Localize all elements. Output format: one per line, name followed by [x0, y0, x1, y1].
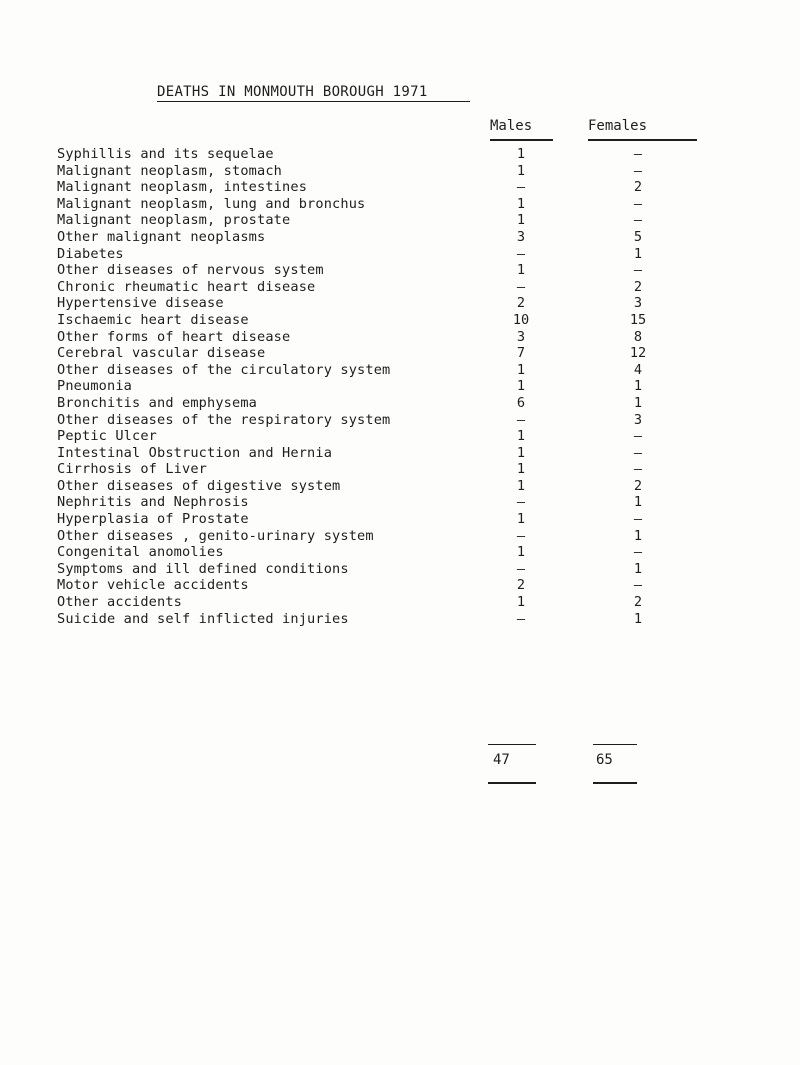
cause-label: Other accidents — [57, 594, 183, 611]
females-total-rule — [593, 744, 637, 745]
males-count: 1 — [516, 511, 526, 528]
cause-label: Hyperplasia of Prostate — [57, 511, 249, 528]
females-count: 2 — [633, 179, 643, 196]
cause-label: Cirrhosis of Liver — [57, 461, 208, 478]
females-count: 5 — [633, 228, 643, 245]
males-count: 10 — [512, 311, 530, 328]
males-count: 1 — [516, 262, 526, 279]
females-count: 2 — [633, 477, 643, 494]
cause-label: Congenital anomolies — [57, 544, 224, 561]
females-count: – — [633, 162, 643, 179]
males-count: – — [516, 245, 526, 262]
males-count: 1 — [516, 378, 526, 395]
males-count: 7 — [516, 345, 526, 362]
males-count: 1 — [516, 444, 526, 461]
cause-label: Other diseases of digestive system — [57, 477, 341, 494]
males-count: 1 — [516, 461, 526, 478]
females-count: – — [633, 212, 643, 229]
females-count: 1 — [633, 527, 643, 544]
females-count: – — [633, 262, 643, 279]
males-count: 3 — [516, 228, 526, 245]
females-count: 1 — [633, 494, 643, 511]
cause-label: Bronchitis and emphysema — [57, 394, 258, 411]
cause-label: Ischaemic heart disease — [57, 311, 249, 328]
males-count: 1 — [516, 195, 526, 212]
females-count: – — [633, 544, 643, 561]
males-total: 47 — [493, 752, 510, 768]
males-count: 1 — [516, 428, 526, 445]
females-count: 2 — [633, 278, 643, 295]
column-header-males: Males — [490, 118, 533, 134]
males-total-rule — [488, 744, 536, 745]
females-total: 65 — [596, 752, 613, 768]
males-count: – — [516, 610, 526, 627]
cause-label: Peptic Ulcer — [57, 428, 158, 445]
males-count: 1 — [516, 594, 526, 611]
cause-label: Other diseases , genito-urinary system — [57, 527, 374, 544]
cause-label: Suicide and self inflicted injuries — [57, 610, 349, 627]
cause-label: Other forms of heart disease — [57, 328, 291, 345]
females-count: 1 — [633, 378, 643, 395]
males-count: 1 — [516, 162, 526, 179]
males-count: – — [516, 278, 526, 295]
cause-label: Malignant neoplasm, stomach — [57, 162, 283, 179]
cause-label: Chronic rheumatic heart disease — [57, 278, 316, 295]
females-count: 2 — [633, 594, 643, 611]
cause-label: Motor vehicle accidents — [57, 577, 249, 594]
males-count: 1 — [516, 146, 526, 162]
females-count: 1 — [633, 394, 643, 411]
females-count: 3 — [633, 295, 643, 312]
females-count: 1 — [633, 560, 643, 577]
cause-label: Other diseases of nervous system — [57, 262, 324, 279]
males-count: – — [516, 411, 526, 428]
females-count: 1 — [633, 245, 643, 262]
females-count: – — [633, 195, 643, 212]
males-count: 6 — [516, 394, 526, 411]
column-header-males-underline — [490, 139, 553, 141]
cause-label: Nephritis and Nephrosis — [57, 494, 249, 511]
females-total-double-rule — [593, 782, 637, 784]
females-count: 4 — [633, 361, 643, 378]
females-count: – — [633, 146, 643, 162]
cause-label: Other diseases of the circulatory system — [57, 361, 391, 378]
cause-label: Syphillis and its sequelae — [57, 146, 274, 162]
females-count: – — [633, 428, 643, 445]
cause-label: Malignant neoplasm, lung and bronchus — [57, 195, 366, 212]
cause-label: Cerebral vascular disease — [57, 345, 266, 362]
cause-label: Other malignant neoplasms — [57, 228, 266, 245]
males-count: – — [516, 179, 526, 196]
cause-label: Pneumonia — [57, 378, 133, 395]
females-count: – — [633, 461, 643, 478]
females-count: – — [633, 577, 643, 594]
females-count: 1 — [633, 610, 643, 627]
males-count: – — [516, 560, 526, 577]
page-title: DEATHS IN MONMOUTH BOROUGH 1971 — [157, 84, 428, 100]
males-count: 1 — [516, 477, 526, 494]
cause-label: Other diseases of the respiratory system — [57, 411, 391, 428]
females-count: 12 — [629, 345, 647, 362]
females-count: – — [633, 511, 643, 528]
males-total-double-rule — [488, 782, 536, 784]
males-count: – — [516, 494, 526, 511]
females-count: 8 — [633, 328, 643, 345]
cause-label: Hypertensive disease — [57, 295, 224, 312]
females-count: – — [633, 444, 643, 461]
males-count: 1 — [516, 361, 526, 378]
males-count: 2 — [516, 577, 526, 594]
cause-label: Intestinal Obstruction and Hernia — [57, 444, 333, 461]
females-count: 15 — [629, 311, 647, 328]
cause-label: Malignant neoplasm, intestines — [57, 179, 308, 196]
column-header-females-underline — [588, 139, 697, 141]
females-count: 3 — [633, 411, 643, 428]
cause-label: Diabetes — [57, 245, 124, 262]
column-header-females: Females — [588, 118, 648, 134]
males-count: 1 — [516, 544, 526, 561]
males-count: 3 — [516, 328, 526, 345]
cause-label: Malignant neoplasm, prostate — [57, 212, 291, 229]
males-count: 2 — [516, 295, 526, 312]
cause-label: Symptoms and ill defined conditions — [57, 560, 349, 577]
title-underline — [157, 101, 470, 102]
males-count: 1 — [516, 212, 526, 229]
males-count: – — [516, 527, 526, 544]
